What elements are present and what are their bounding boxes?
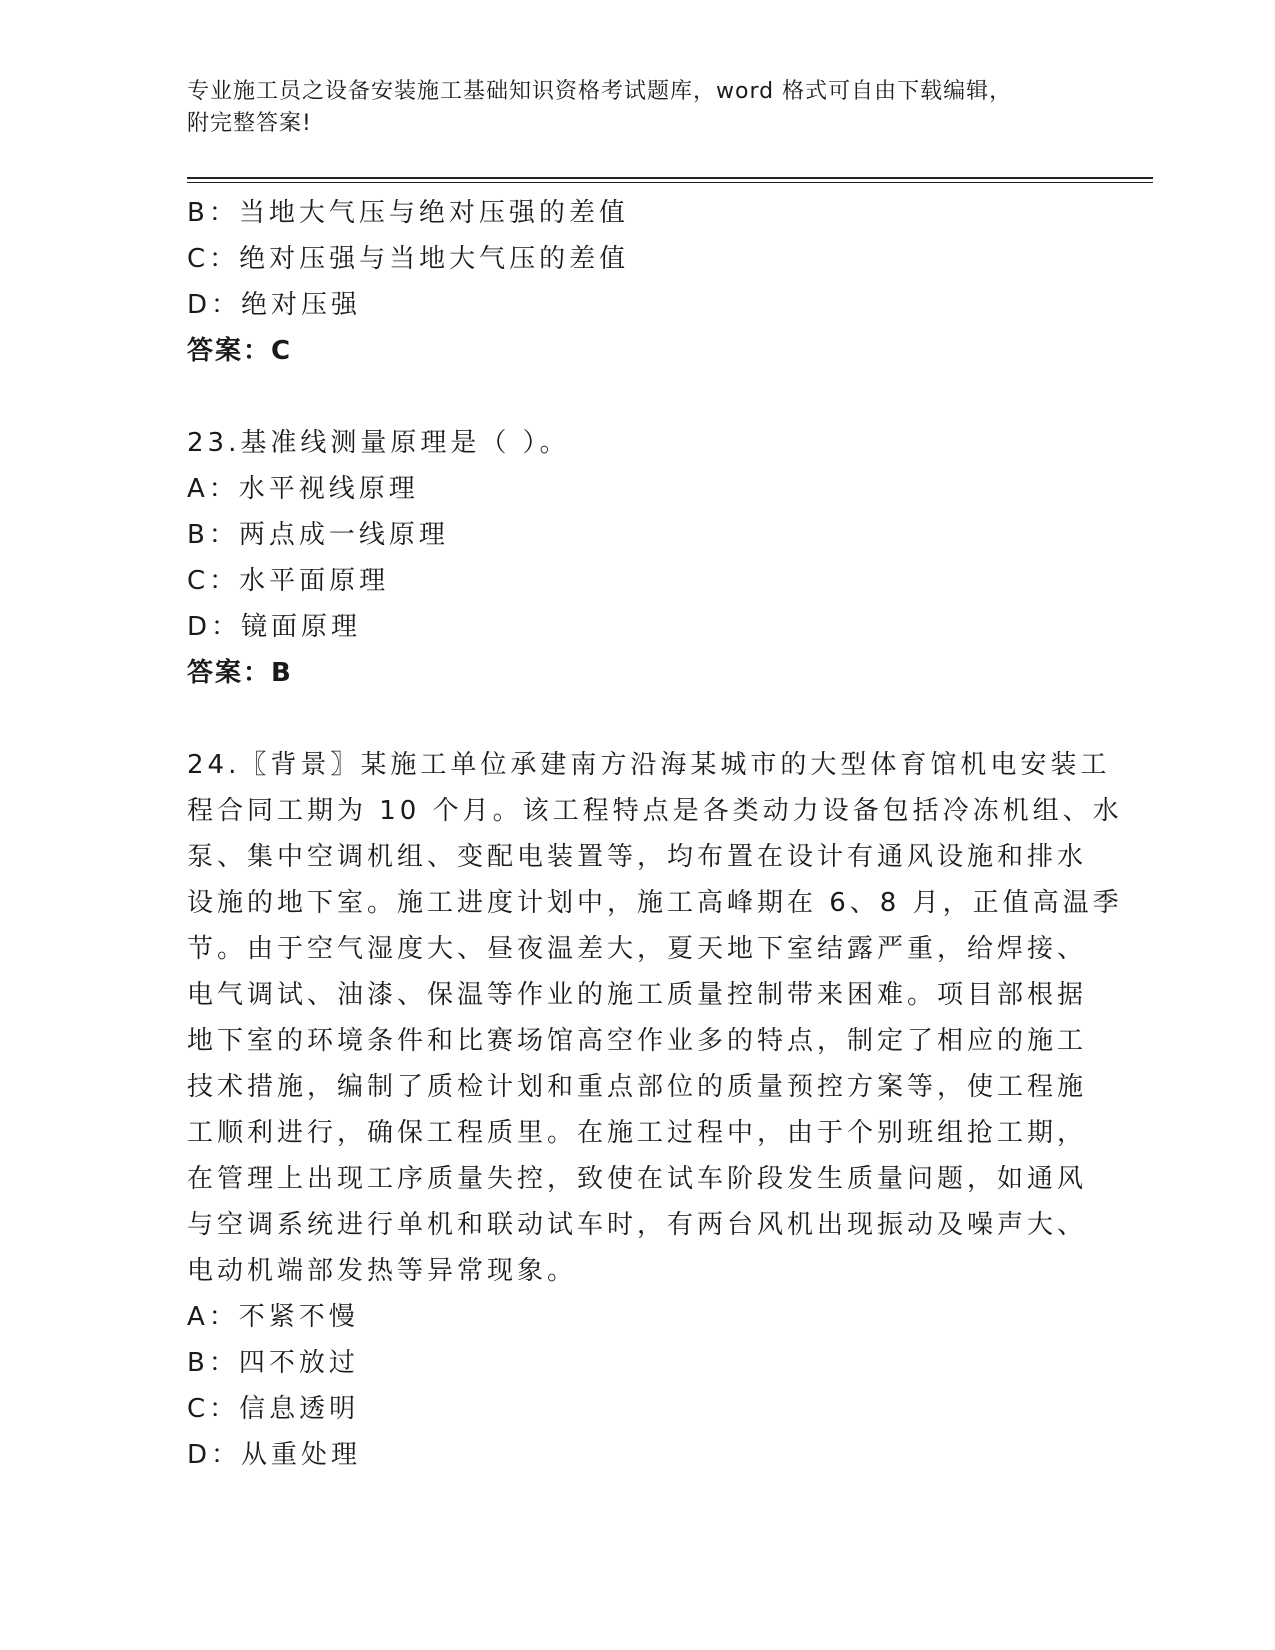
q22-answer: 答案：C: [187, 336, 293, 366]
q23-option-b: B：两点成一线原理: [187, 520, 449, 550]
question-content: [187, 190, 1123, 1478]
q24-stem-line: 设施的地下室。施工进度计划中，施工高峰期在 6、8 月，正值高温季: [187, 888, 1123, 918]
q23-option-a: A：水平视线原理: [187, 474, 419, 504]
q22-option-b: B：当地大气压与绝对压强的差值: [187, 198, 629, 228]
header-divider: [187, 177, 1153, 179]
q22-option-d: D：绝对压强: [187, 290, 362, 320]
spacer: [187, 696, 1087, 742]
spacer: [187, 374, 1087, 420]
q23-option-c: C：水平面原理: [187, 566, 390, 596]
q23-option-d: D：镜面原理: [187, 612, 362, 642]
q24-stem-line: 在管理上出现工序质量失控，致使在试车阶段发生质量问题，如通风: [187, 1164, 1088, 1194]
q24-stem-line: 程合同工期为 10 个月。该工程特点是各类动力设备包括冷冻机组、水: [187, 796, 1123, 826]
q24-stem-line: 工顺利进行，确保工程质里。在施工过程中，由于个别班组抢工期，: [187, 1118, 1088, 1148]
q24-stem-line: 电动机端部发热等异常现象。: [187, 1256, 578, 1286]
q24-option-d: D：从重处理: [187, 1440, 362, 1470]
q23-answer: 答案：B: [187, 658, 293, 688]
q24-stem-line: 节。由于空气湿度大、昼夜温差大，夏天地下室结露严重，给焊接、: [187, 934, 1088, 964]
q24-option-b: B：四不放过: [187, 1348, 359, 1378]
q24-option-a: A：不紧不慢: [187, 1302, 359, 1332]
q24-stem-line: 泵、集中空调机组、变配电装置等，均布置在设计有通风设施和排水: [187, 842, 1088, 872]
q24-stem-line: 技术措施，编制了质检计划和重点部位的质量预控方案等，使工程施: [187, 1072, 1088, 1102]
q24-stem-line: 地下室的环境条件和比赛场馆高空作业多的特点，制定了相应的施工: [187, 1026, 1088, 1056]
document-header: [187, 76, 1067, 140]
header-divider-thin: [187, 182, 1153, 183]
q24-stem-line: 24.〖背景〗某施工单位承建南方沿海某城市的大型体育馆机电安装工: [187, 750, 1111, 780]
q24-stem-line: 电气调试、油漆、保温等作业的施工质量控制带来困难。项目部根据: [187, 980, 1088, 1010]
header-line-1: 专业施工员之设备安装施工基础知识资格考试题库，word 格式可自由下载编辑，: [187, 79, 1013, 104]
header-line-2: 附完整答案!: [187, 111, 312, 136]
q22-option-c: C：绝对压强与当地大气压的差值: [187, 244, 630, 274]
q23-stem: 23.基准线测量原理是（ ）。: [187, 428, 570, 458]
q24-option-c: C：信息透明: [187, 1394, 360, 1424]
q24-stem: [187, 742, 1123, 1294]
q24-stem-line: 与空调系统进行单机和联动试车时，有两台风机出现振动及噪声大、: [187, 1210, 1088, 1240]
